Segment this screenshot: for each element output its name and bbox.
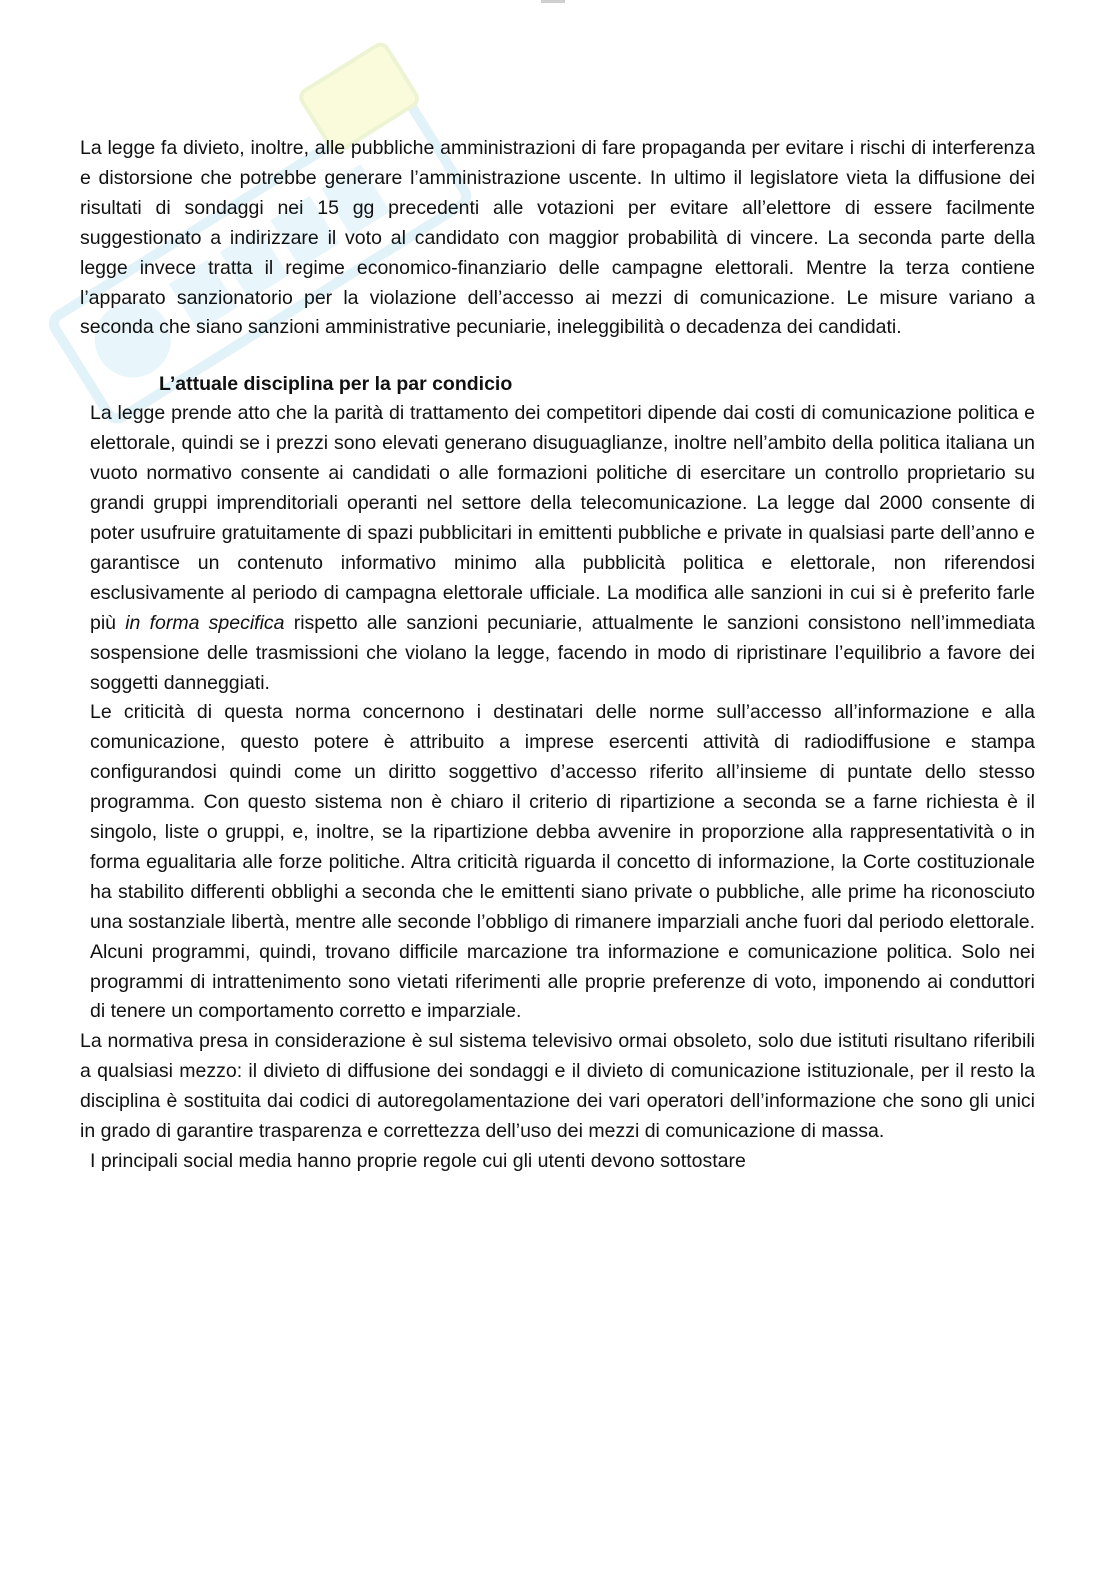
paragraph-normativa: La normativa presa in considerazione è sul sistema televisivo ormai obsoleto, solo due istituti risultano riferibili a qualsiasi mezzo: il divieto di diffusione dei sondaggi e il divieto di comunicazione istituzionale, per il resto la disciplina è sostituita dai codici di autoregolamentazione dei vari operatori dell’informazione che sono gli unici in grado di garantire trasparenza e correttezza dell’uso dei mezzi di comunicazione di massa. (80, 1030, 1035, 1143)
paragraph-intro: La legge fa divieto, inoltre, alle pubbliche amministrazioni di fare propaganda per evitare i rischi di interferenza e distorsione che potrebbe generare l’amministrazione uscente. In ultimo il legislatore vieta la diffusione dei risultati di sondaggi nei 15 gg precedenti alle votazioni per evitare all’elettore di essere facilmente suggestionato a indirizzare il voto al candidato con maggior probabilità di vincere. La seconda parte della legge invece tratta il regime economico-finanziario delle campagne elettorali. Mentre la terza contiene l’apparato sanzionatorio per la violazione dell’accesso ai mezzi di comunicazione. Le misure variano a seconda che siano sanzioni amministrative pecuniarie, ineleggibilità o decadenza dei candidati. (80, 137, 1035, 339)
paragraph-social-media: I principali social media hanno proprie regole cui gli utenti devono sottostare (90, 1150, 746, 1172)
paragraph-par-condicio (90, 399, 1035, 698)
emphasis-in-forma-specifica: in forma specifica (125, 611, 285, 634)
paragraph-criticita: Le criticità di questa norma concernono i destinatari delle norme sull’accesso all’informazione e alla comunicazione, questo potere è attribuito a imprese esercenti attività di radiodiffusione e stampa configurandosi quindi come un diritto soggettivo d’accesso riferito all’insieme di puntate dello stesso programma. Con questo sistema non è chiaro il criterio di ripartizione a seconda se a farne richiesta è il singolo, liste o gruppi, e, inoltre, se la ripartizione debba avvenire in proporzione alla rappresentatività o in forma egualitaria alle forze politiche. Altra criticità riguarda il concetto di informazione, la Corte costituzionale ha stabilito differenti obblighi a seconda che le emittenti siano private o pubbliche, alle prime ha riconosciuto una sostanziale libertà, mentre alle seconde l’obbligo di rimanere imparziali anche fuori dal periodo elettorale. Alcuni programmi, quindi, trovano difficile marcazione tra informazione e comunicazione politica. Solo nei programmi di intrattenimento sono vietati riferimenti alle proprie preferenze di voto, imponendo ai conduttori di tenere un comportamento corretto e imparziale. (90, 701, 1035, 1023)
page-top-mark (541, 0, 565, 3)
paragraph-par-condicio-part-1: La legge prende atto che la parità di trattamento dei competitori dipende dai costi di comunicazione politica e elettorale, quindi se i prezzi sono elevati generano disuguaglianze, inoltre nell’ambito della politica italiana un vuoto normativo consente ai candidati o alle formazioni politiche di esercitare un controllo proprietario su grandi gruppi imprenditoriali operanti nel settore della telecomunicazione. La legge dal 2000 consente di poter usufruire gratuitamente di spazi pubblicitari in emittenti pubbliche e private in qualsiasi parte dell’anno e garantisce un contenuto informativo minimo alla pubblicità politica e elettorale, non riferendosi esclusivamente al periodo di campagna elettorale ufficiale. La modifica alle sanzioni in cui si è preferito farle più (90, 402, 1035, 634)
section-heading: L’attuale disciplina per la par condicio (159, 373, 513, 396)
document-body (80, 134, 1035, 1177)
section-body (90, 399, 1035, 1027)
paragraph-par-condicio-part-2: rispetto alle sanzioni pecuniarie, attualmente le sanzioni consistono nell’immediata sospensione delle trasmissioni che violano la legge, facendo in modo di ripristinare l’equilibrio a favore dei soggetti danneggiati. (90, 611, 1035, 694)
